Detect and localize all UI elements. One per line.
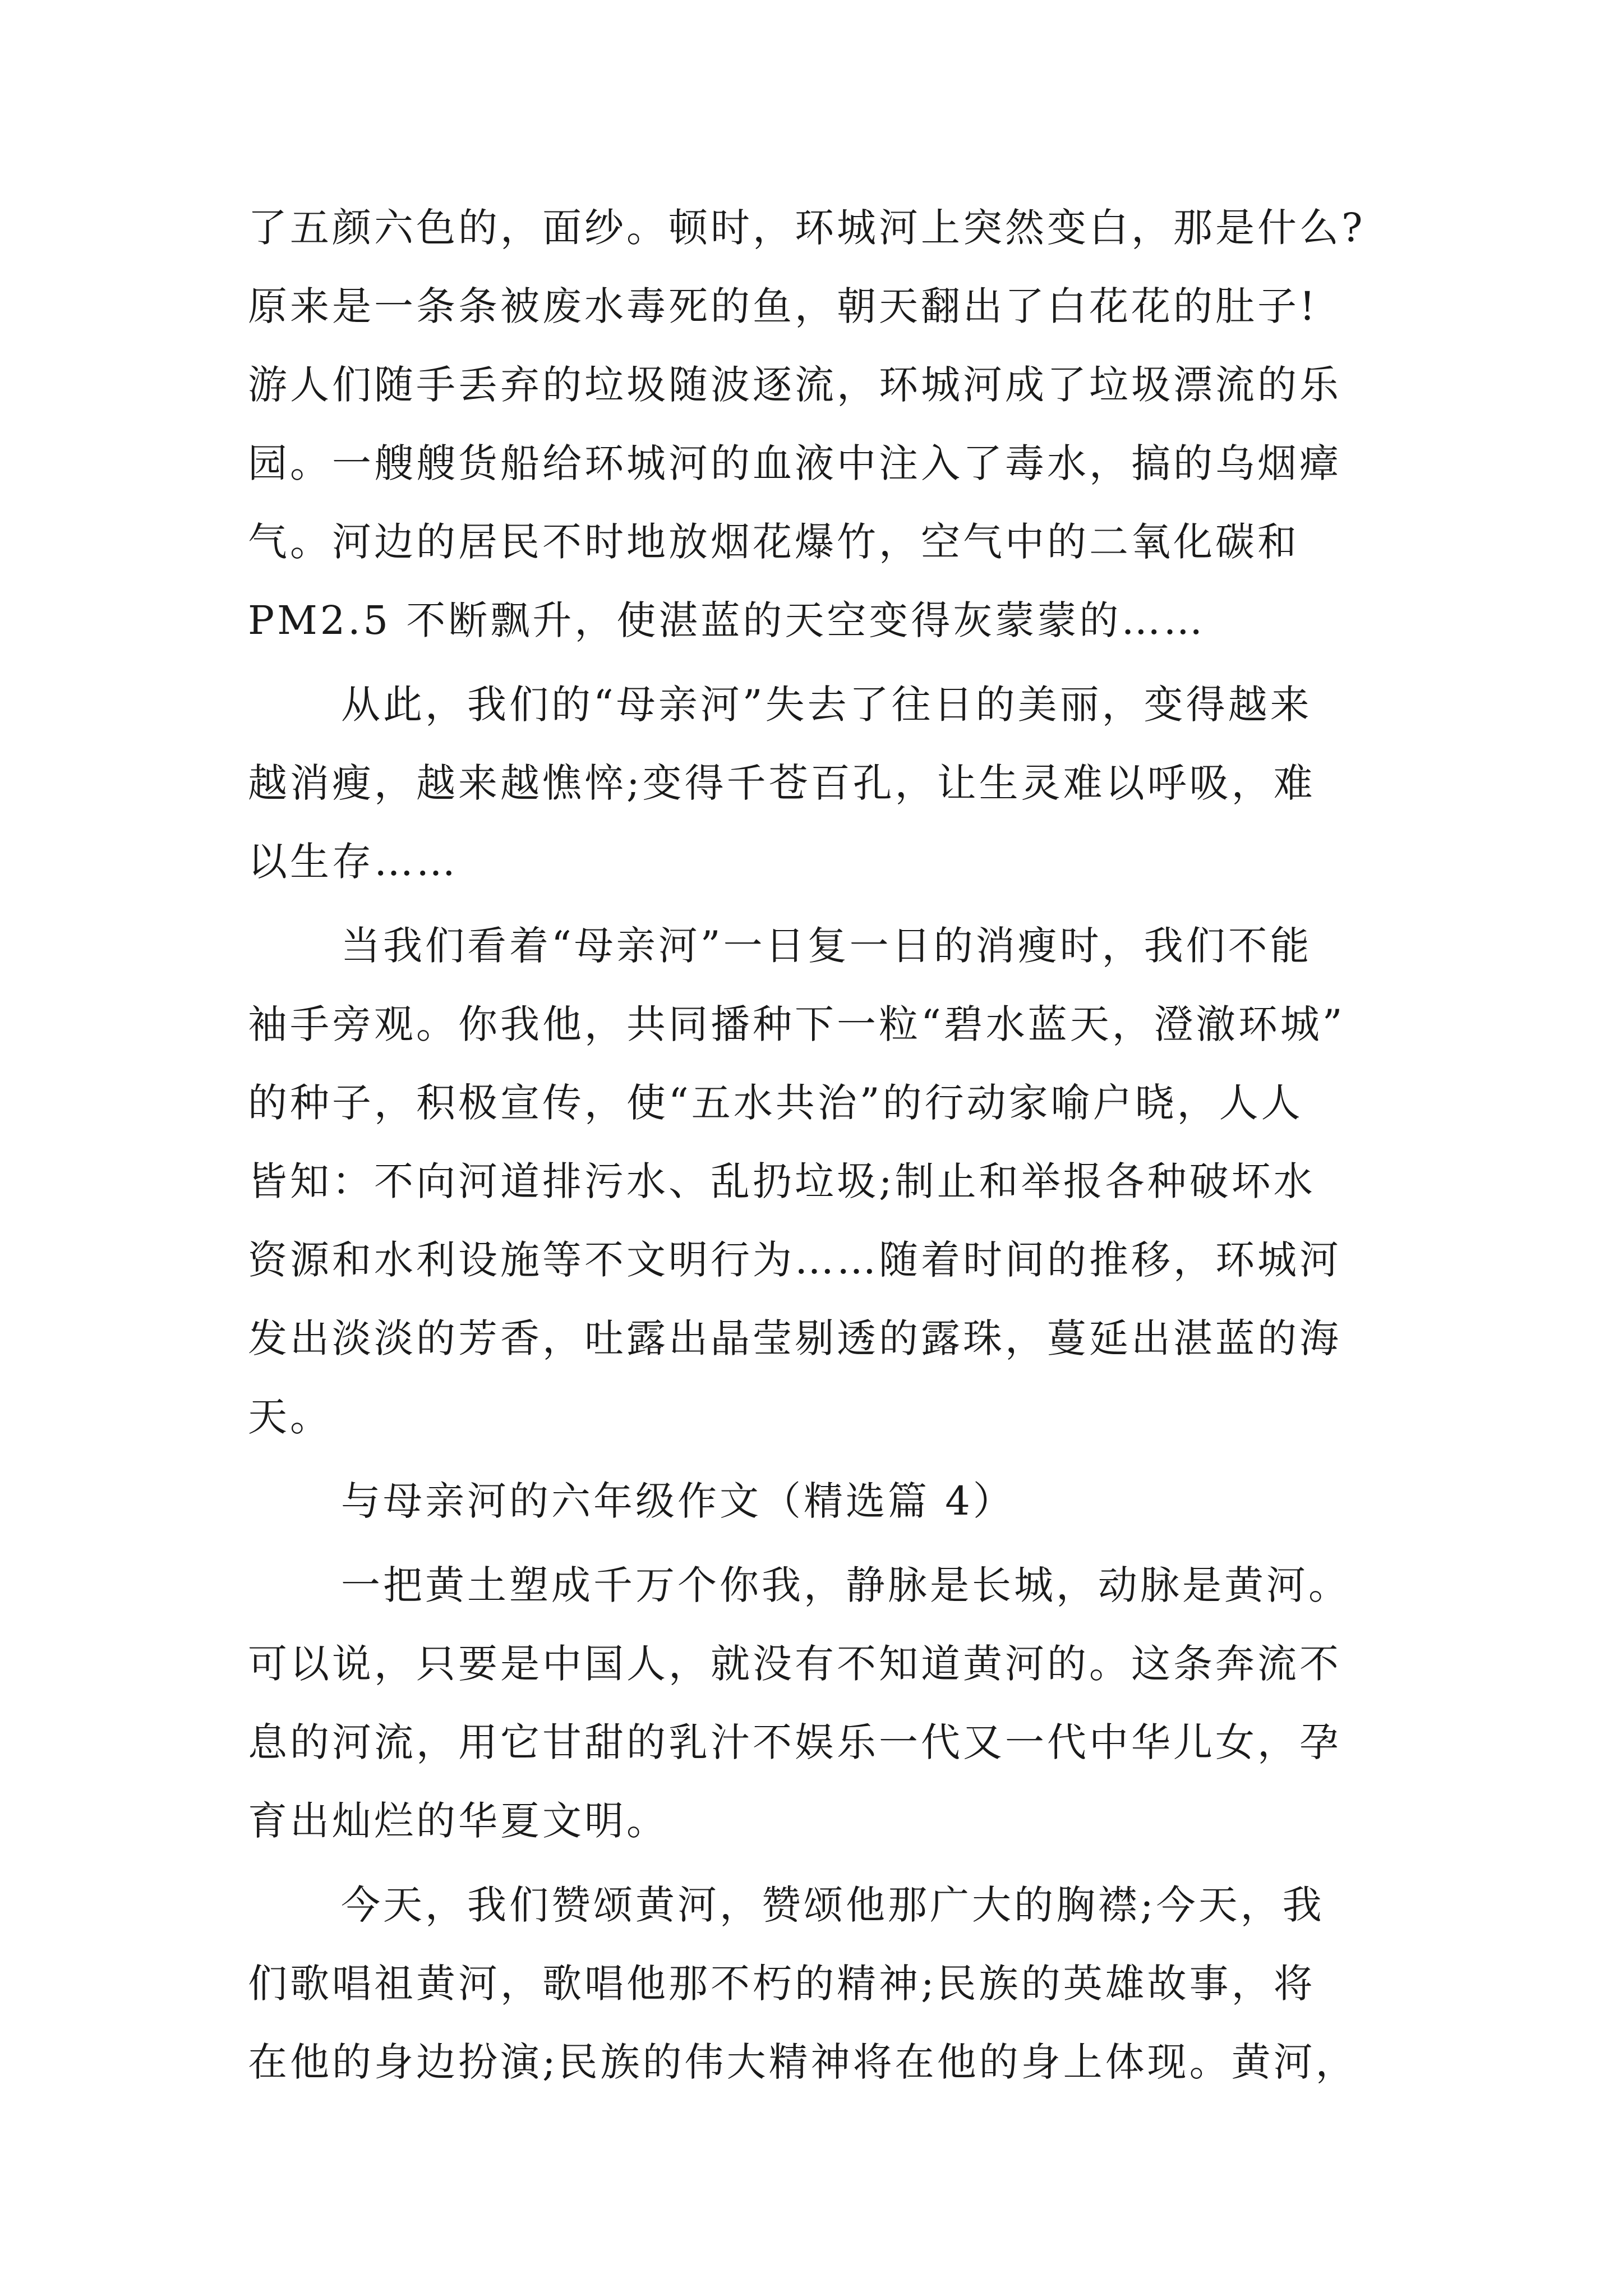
text-line: 天。 bbox=[248, 1394, 332, 1440]
text-line: PM2.5 不断飘升，使湛蓝的天空变得灰蒙蒙的…… bbox=[248, 597, 1206, 643]
text-line: 游人们随手丢弃的垃圾随波逐流，环城河成了垃圾漂流的乐 bbox=[248, 362, 1341, 408]
text-line: 可以说，只要是中国人，就没有不知道黄河的。这条奔流不 bbox=[248, 1641, 1341, 1687]
text-line: 育出灿烂的华夏文明。 bbox=[248, 1798, 668, 1844]
text-line: 今天，我们赞颂黄河，赞颂他那广大的胸襟;今天，我 bbox=[341, 1882, 1325, 1928]
text-line: 发出淡淡的芳香，吐露出晶莹剔透的露珠，蔓延出湛蓝的海 bbox=[248, 1315, 1341, 1361]
text-line: 一把黄土塑成千万个你我，静脉是长城，动脉是黄河。 bbox=[341, 1562, 1350, 1608]
text-line: 们歌唱祖黄河，歌唱他那不朽的精神;民族的英雄故事，将 bbox=[248, 1961, 1316, 2007]
text-line: 在他的身边扮演;民族的伟大精神将在他的身上体现。黄河， bbox=[248, 2039, 1358, 2085]
section-heading: 与母亲河的六年级作文（精选篇 4） bbox=[341, 1478, 1015, 1524]
text-line: 从此，我们的“母亲河”失去了往日的美丽，变得越来 bbox=[341, 682, 1312, 728]
text-line: 原来是一条条被废水毒死的鱼，朝天翻出了白花花的肚子! bbox=[248, 283, 1318, 329]
text-line: 息的河流，用它甘甜的乳汁不娱乐一代又一代中华儿女，孕 bbox=[248, 1719, 1341, 1765]
text-line: 袖手旁观。你我他，共同播种下一粒“碧水蓝天，澄澈环城” bbox=[248, 1001, 1345, 1047]
text-line: 气。河边的居民不时地放烟花爆竹，空气中的二氧化碳和 bbox=[248, 519, 1299, 565]
text-line: 皆知：不向河道排污水、乱扔垃圾;制止和举报各种破坏水 bbox=[248, 1158, 1316, 1204]
text-line: 资源和水利设施等不文明行为……随着时间的推移，环城河 bbox=[248, 1237, 1341, 1283]
text-line: 的种子，积极宣传，使“五水共治”的行动家喻户晓，人人 bbox=[248, 1080, 1303, 1126]
text-line: 当我们看着“母亲河”一日复一日的消瘦时，我们不能 bbox=[341, 923, 1312, 969]
text-line: 园。一艘艘货船给环城河的血液中注入了毒水，搞的乌烟瘴 bbox=[248, 440, 1341, 486]
text-line: 越消瘦，越来越憔悴;变得千苍百孔，让生灵难以呼吸，难 bbox=[248, 760, 1316, 806]
text-line: 以生存…… bbox=[248, 839, 458, 885]
text-line: 了五颜六色的，面纱。顿时，环城河上突然变白，那是什么? bbox=[248, 205, 1366, 251]
